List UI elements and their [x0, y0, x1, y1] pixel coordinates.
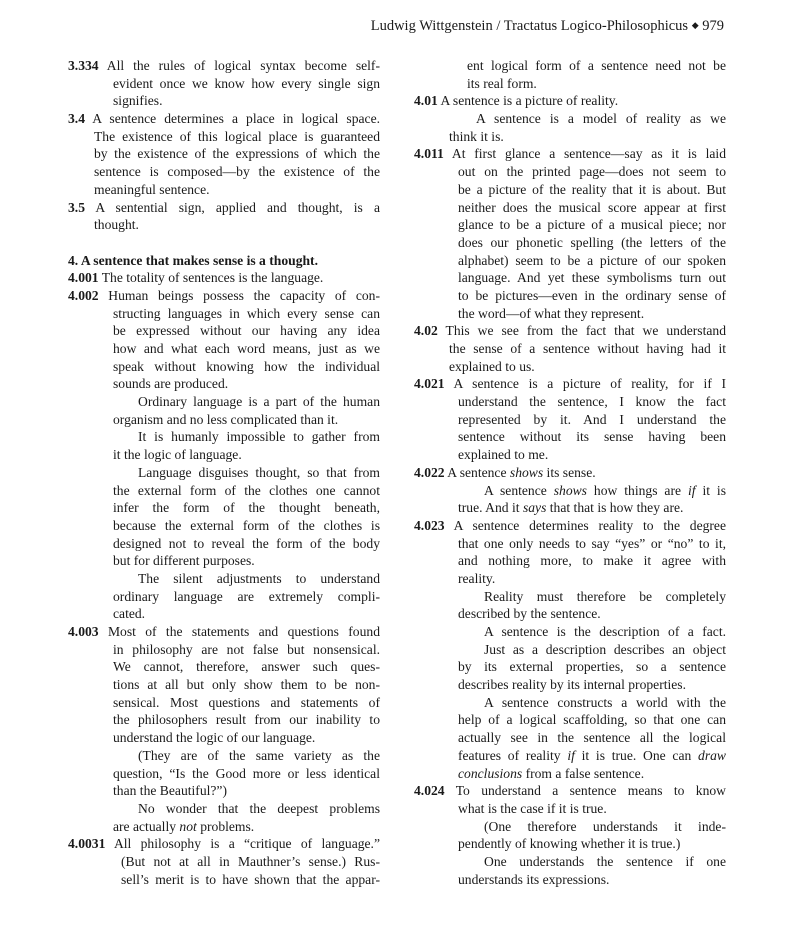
text-line: think it is. — [449, 128, 504, 144]
text-line: signifies. — [113, 93, 163, 109]
text-line: Language disguises thought, so that from — [138, 464, 380, 480]
text-line: The silent adjustments to understand — [138, 570, 380, 586]
page-number: 979 — [702, 18, 724, 34]
text-line: described by the sentence. — [458, 606, 601, 622]
text-line: be expressed without our having any idea — [113, 323, 380, 339]
text-line: speak without knowing how the individual — [113, 358, 380, 374]
text-line — [68, 234, 380, 252]
text-line: 4.01 A sentence is a picture of reality. — [414, 93, 619, 109]
running-header — [371, 18, 724, 35]
text-line: A sentence shows how things are if it is — [484, 482, 726, 498]
text-line: features of reality if it is true. One can draw — [458, 747, 726, 763]
text-line: true. And it says that that is how they are. — [458, 500, 684, 516]
text-line: 4.021 A sentence is a picture of reality, for if I — [414, 376, 726, 392]
text-line: 4.02 This we see from the fact that we understand — [414, 323, 726, 339]
text-line: the external form of the clothes one cannot — [113, 482, 380, 498]
text-line: be a picture of the reality that it is about. But — [458, 181, 726, 197]
text-line: conclusions from a false sentence. — [458, 765, 645, 781]
text-line: sentence is composed—by the existence of the — [94, 164, 380, 180]
text-line: the sense of a sentence without having had it — [449, 341, 726, 356]
text-line: ent logical form of a sentence need not be — [467, 58, 726, 73]
text-line: Just as a description describes an object — [484, 641, 726, 657]
text-line: A sentence is a model of reality as we — [476, 111, 726, 127]
text-line: Reality must therefore be completely — [484, 588, 726, 604]
text-line: but for different purposes. — [113, 553, 255, 569]
header-separator: / — [496, 18, 501, 34]
right-column — [414, 57, 726, 888]
text-line: understand the logic of our language. — [113, 730, 316, 746]
text-line: Ordinary language is a part of the human — [138, 394, 380, 410]
text-line: tions at all but only show them to be non- — [113, 677, 380, 693]
text-line: in philosophy are not false but nonsensical. — [113, 641, 380, 657]
header-author: Ludwig Wittgenstein — [370, 18, 493, 34]
text-line: that one only needs to say “yes” or “no” to it, — [458, 535, 726, 551]
text-line: organism and no less complicated than it. — [113, 411, 339, 427]
text-line: A sentence constructs a world with the — [484, 694, 726, 710]
text-line: structing languages in which every sense can — [113, 305, 380, 321]
text-line: It is humanly impossible to gather from — [138, 429, 380, 445]
text-line: evident once we know how every single sign — [113, 75, 380, 91]
text-line: understand the sentence, I know the fact — [458, 394, 726, 410]
text-line: (One therefore understands it inde- — [484, 818, 726, 834]
text-line: 4.001 The totality of sentences is the language. — [68, 270, 324, 286]
text-line: represented by it. And I understand the — [458, 411, 726, 427]
text-line: sell’s merit is to have shown that the appar- — [121, 871, 380, 887]
text-line: 3.5 A sentential sign, applied and thought, is a — [68, 199, 380, 215]
text-line: understands its expressions. — [458, 871, 610, 887]
text-line: neither does the musical score appear at first — [458, 199, 726, 215]
text-line: designed not to reveal the form of the body — [113, 535, 380, 551]
text-line: (But not at all in Mauthner’s sense.) Rus- — [121, 853, 380, 869]
text-line: sounds are produced. — [113, 376, 229, 392]
text-line: to be pictures—even in the ordinary sense of — [458, 287, 726, 303]
text-line: 4.024 To understand a sentence means to know — [414, 783, 726, 799]
text-line: what is the case if it is true. — [458, 800, 607, 816]
text-line: glance to be a picture of a musical piece; nor — [458, 217, 726, 233]
text-line: 4. A sentence that makes sense is a thought. — [68, 252, 318, 268]
header-title: Tractatus Logico-Philosophicus — [503, 18, 689, 34]
text-line: A sentence is the description of a fact. — [484, 624, 726, 639]
diamond-icon: ◆ — [691, 20, 699, 30]
text-line: 3.334 All the rules of logical syntax become self- — [68, 58, 380, 73]
text-line: 4.002 Human beings possess the capacity of con- — [68, 287, 380, 303]
left-column — [68, 57, 380, 888]
text-line: the philosophers result from our inability to — [113, 712, 380, 728]
text-line: sentence without its sense having been — [458, 429, 726, 445]
text-line: cated. — [113, 606, 146, 622]
text-line: and nothing more, to make it agree with — [458, 553, 726, 569]
text-line: question, “Is the Good more or less identical — [113, 765, 380, 781]
text-line: reality. — [458, 570, 496, 586]
text-line: its real form. — [467, 75, 537, 91]
text-line: 4.0031 All philosophy is a “critique of language.” — [68, 836, 380, 852]
text-line: No wonder that the deepest problems — [138, 800, 380, 816]
text-line: how and what each word means, just as we — [113, 341, 380, 356]
text-line: ordinary language are extremely compli- — [113, 588, 380, 604]
text-line: does our phonetic spelling (the letters of the — [458, 234, 726, 250]
text-line: explained to us. — [449, 358, 535, 374]
text-line: 4.023 A sentence determines reality to the degree — [414, 517, 726, 533]
text-line: are actually not problems. — [113, 818, 255, 834]
text-line: infer the form of the thought beneath, — [113, 500, 380, 516]
text-line: by the existence of the expressions of which the — [94, 146, 380, 162]
text-line: 4.022 A sentence shows its sense. — [414, 464, 596, 480]
text-line: the word—of what they represent. — [458, 305, 645, 321]
text-line: pendently of knowing whether it is true.) — [458, 836, 681, 852]
text-line: out on the printed page—does not seem to — [458, 164, 726, 180]
text-line: One understands the sentence if one — [484, 853, 726, 869]
text-line: (They are of the same variety as the — [138, 747, 380, 763]
text-line: 4.003 Most of the statements and questions found — [68, 624, 380, 639]
text-line: it the logic of language. — [113, 447, 242, 463]
text-line: thought. — [94, 217, 139, 233]
text-line: meaningful sentence. — [94, 181, 210, 197]
text-line: alphabet) seem to be a picture of our spoken — [458, 252, 726, 268]
text-line: 3.4 A sentence determines a place in logical space. — [68, 111, 380, 127]
text-line: sensical. Most questions and statements of — [113, 694, 380, 710]
text-line: describes reality by its internal properties. — [458, 677, 687, 693]
text-line: language. And yet these symbolisms turn out — [458, 270, 726, 286]
text-line: We cannot, therefore, answer such ques- — [113, 659, 380, 675]
text-line: because the external form of the clothes is — [113, 517, 380, 533]
text-line: than the Beautiful?”) — [113, 783, 227, 799]
text-line: 4.011 At first glance a sentence—say as it is laid — [414, 146, 726, 162]
text-line: by its external properties, so a sentence — [458, 659, 726, 675]
text-line: actually see in the sentence all the logical — [458, 730, 726, 746]
text-line: explained to me. — [458, 447, 549, 463]
text-line: help of a logical scaffolding, so that one can — [458, 712, 726, 728]
text-line: The existence of this logical place is guaranteed — [94, 128, 380, 144]
